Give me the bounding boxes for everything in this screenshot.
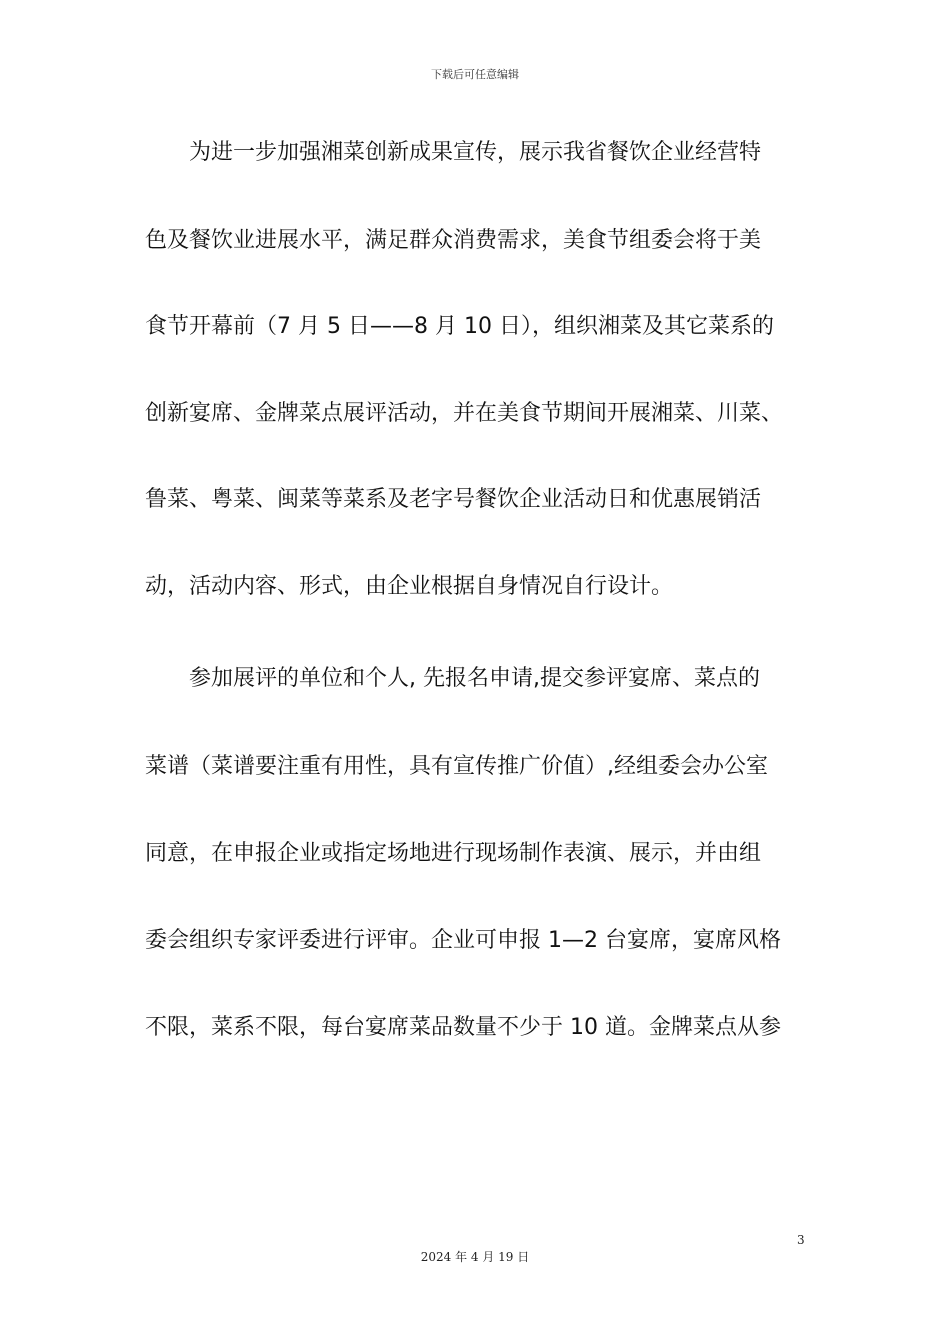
paragraph-1-line-6: 动，活动内容、形式，由企业根据自身情况自行设计。 (145, 574, 674, 599)
paragraph-1-line-5: 鲁菜、粤菜、闽菜等菜系及老字号餐饮企业活动日和优惠展销活 (145, 487, 762, 512)
paragraph-2-line-1: 参加展评的单位和个人, 先报名申请,提交参评宴席、菜点的 (189, 666, 760, 691)
paragraph-2-line-5: 不限，菜系不限，每台宴席菜品数量不少于 10 道。金牌菜点从参 (145, 1015, 781, 1040)
paragraph-2-line-3: 同意，在申报企业或指定场地进行现场制作表演、展示，并由组 (145, 841, 762, 866)
paragraph-1-line-3: 食节开幕前（7 月 5 日——8 月 10 日），组织湘菜及其它菜系的 (145, 314, 774, 339)
paragraph-2-line-4: 委会组织专家评委进行评审。企业可申报 1—2 台宴席，宴席风格 (145, 928, 781, 953)
page-number: 3 (797, 1233, 805, 1247)
page-header: 下载后可任意编辑 (431, 68, 519, 81)
paragraph-1-line-2: 色及餐饮业进展水平，满足群众消费需求，美食节组委会将于美 (145, 228, 762, 253)
paragraph-1-line-4: 创新宴席、金牌菜点展评活动，并在美食节期间开展湘菜、川菜、 (145, 401, 784, 426)
paragraph-1-line-1: 为进一步加强湘菜创新成果宣传，展示我省餐饮企业经营特 (189, 140, 762, 165)
paragraph-2-line-2: 菜谱（菜谱要注重有用性，具有宣传推广价值）,经组委会办公室 (145, 754, 768, 779)
page-date: 2024 年 4 月 19 日 (420, 1250, 530, 1264)
